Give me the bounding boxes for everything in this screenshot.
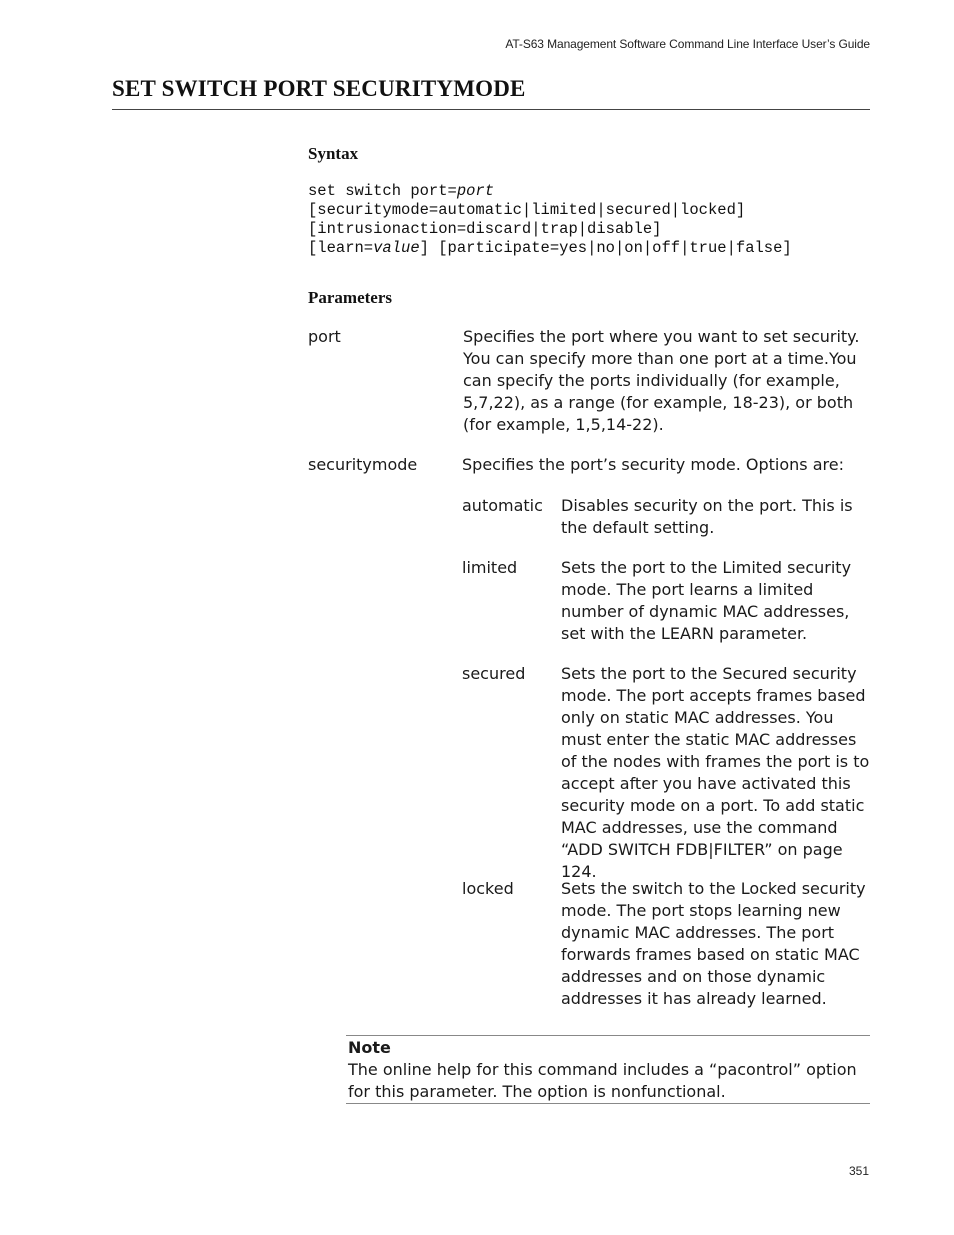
note-title: Note [348,1038,391,1057]
syntax-block [308,182,792,258]
syntax-line3: [intrusionaction=discard|trap|disable] [308,220,662,238]
option-name-automatic: automatic [462,496,543,515]
section-title: SET SWITCH PORT SECURITYMODE [112,76,526,101]
param-desc-port: Specifies the port where you want to set security. You can specify more than one port at a time.You can specify the ports individually (for example, 5,7,22), as a range (for example, 18-23), or both (for example, 1,5,14-22). [463,327,860,434]
syntax-line2: [securitymode=automatic|limited|secured|locked] [308,201,746,219]
syntax-value-param: value [373,239,420,257]
running-header: AT-S63 Management Software Command Line Interface User’s Guide [505,37,870,51]
option-name-limited: limited [462,558,518,577]
syntax-line4-suffix: ] [participate=yes|no|on|off|true|false] [419,239,792,257]
syntax-port-param: port [456,182,495,200]
option-desc-limited: Sets the port to the Limited security mode. The port learns a limited number of dynamic MAC addresses, set with the LEARN parameter. [561,558,852,643]
option-desc-automatic: Disables security on the port. This is the default setting. [561,496,853,537]
syntax-heading: Syntax [308,144,359,163]
syntax-line1-prefix: set switch port= [308,182,457,200]
note-box [346,1035,870,1104]
param-name-securitymode: securitymode [308,455,418,474]
option-desc-secured: Sets the port to the Secured security mode. The port accepts frames based only on static MAC addresses. You must enter the static MAC addresses of the nodes with frames the port is to accept after you have activated this security mode on a port. To add static MAC addresses, use the command “ADD SWITCH FDB|FILTER” on page 124. [561,664,870,881]
param-desc-securitymode: Specifies the port’s security mode. Options are: [462,455,844,474]
param-name-port: port [308,327,341,346]
parameters-heading: Parameters [308,288,393,307]
page-number: 351 [848,1164,869,1178]
option-name-secured: secured [462,664,526,683]
syntax-line4-prefix: [learn= [308,239,374,257]
option-name-locked: locked [462,879,514,898]
title-rule [112,109,870,110]
note-text: The online help for this command includes a “pacontrol” option for this parameter. The option is nonfunctional. [348,1060,857,1101]
option-desc-locked: Sets the switch to the Locked security mode. The port stops learning new dynamic MAC addresses. The port forwards frames based on static MAC addresses and on those dynamic addresses it has already learned. [561,879,866,1008]
